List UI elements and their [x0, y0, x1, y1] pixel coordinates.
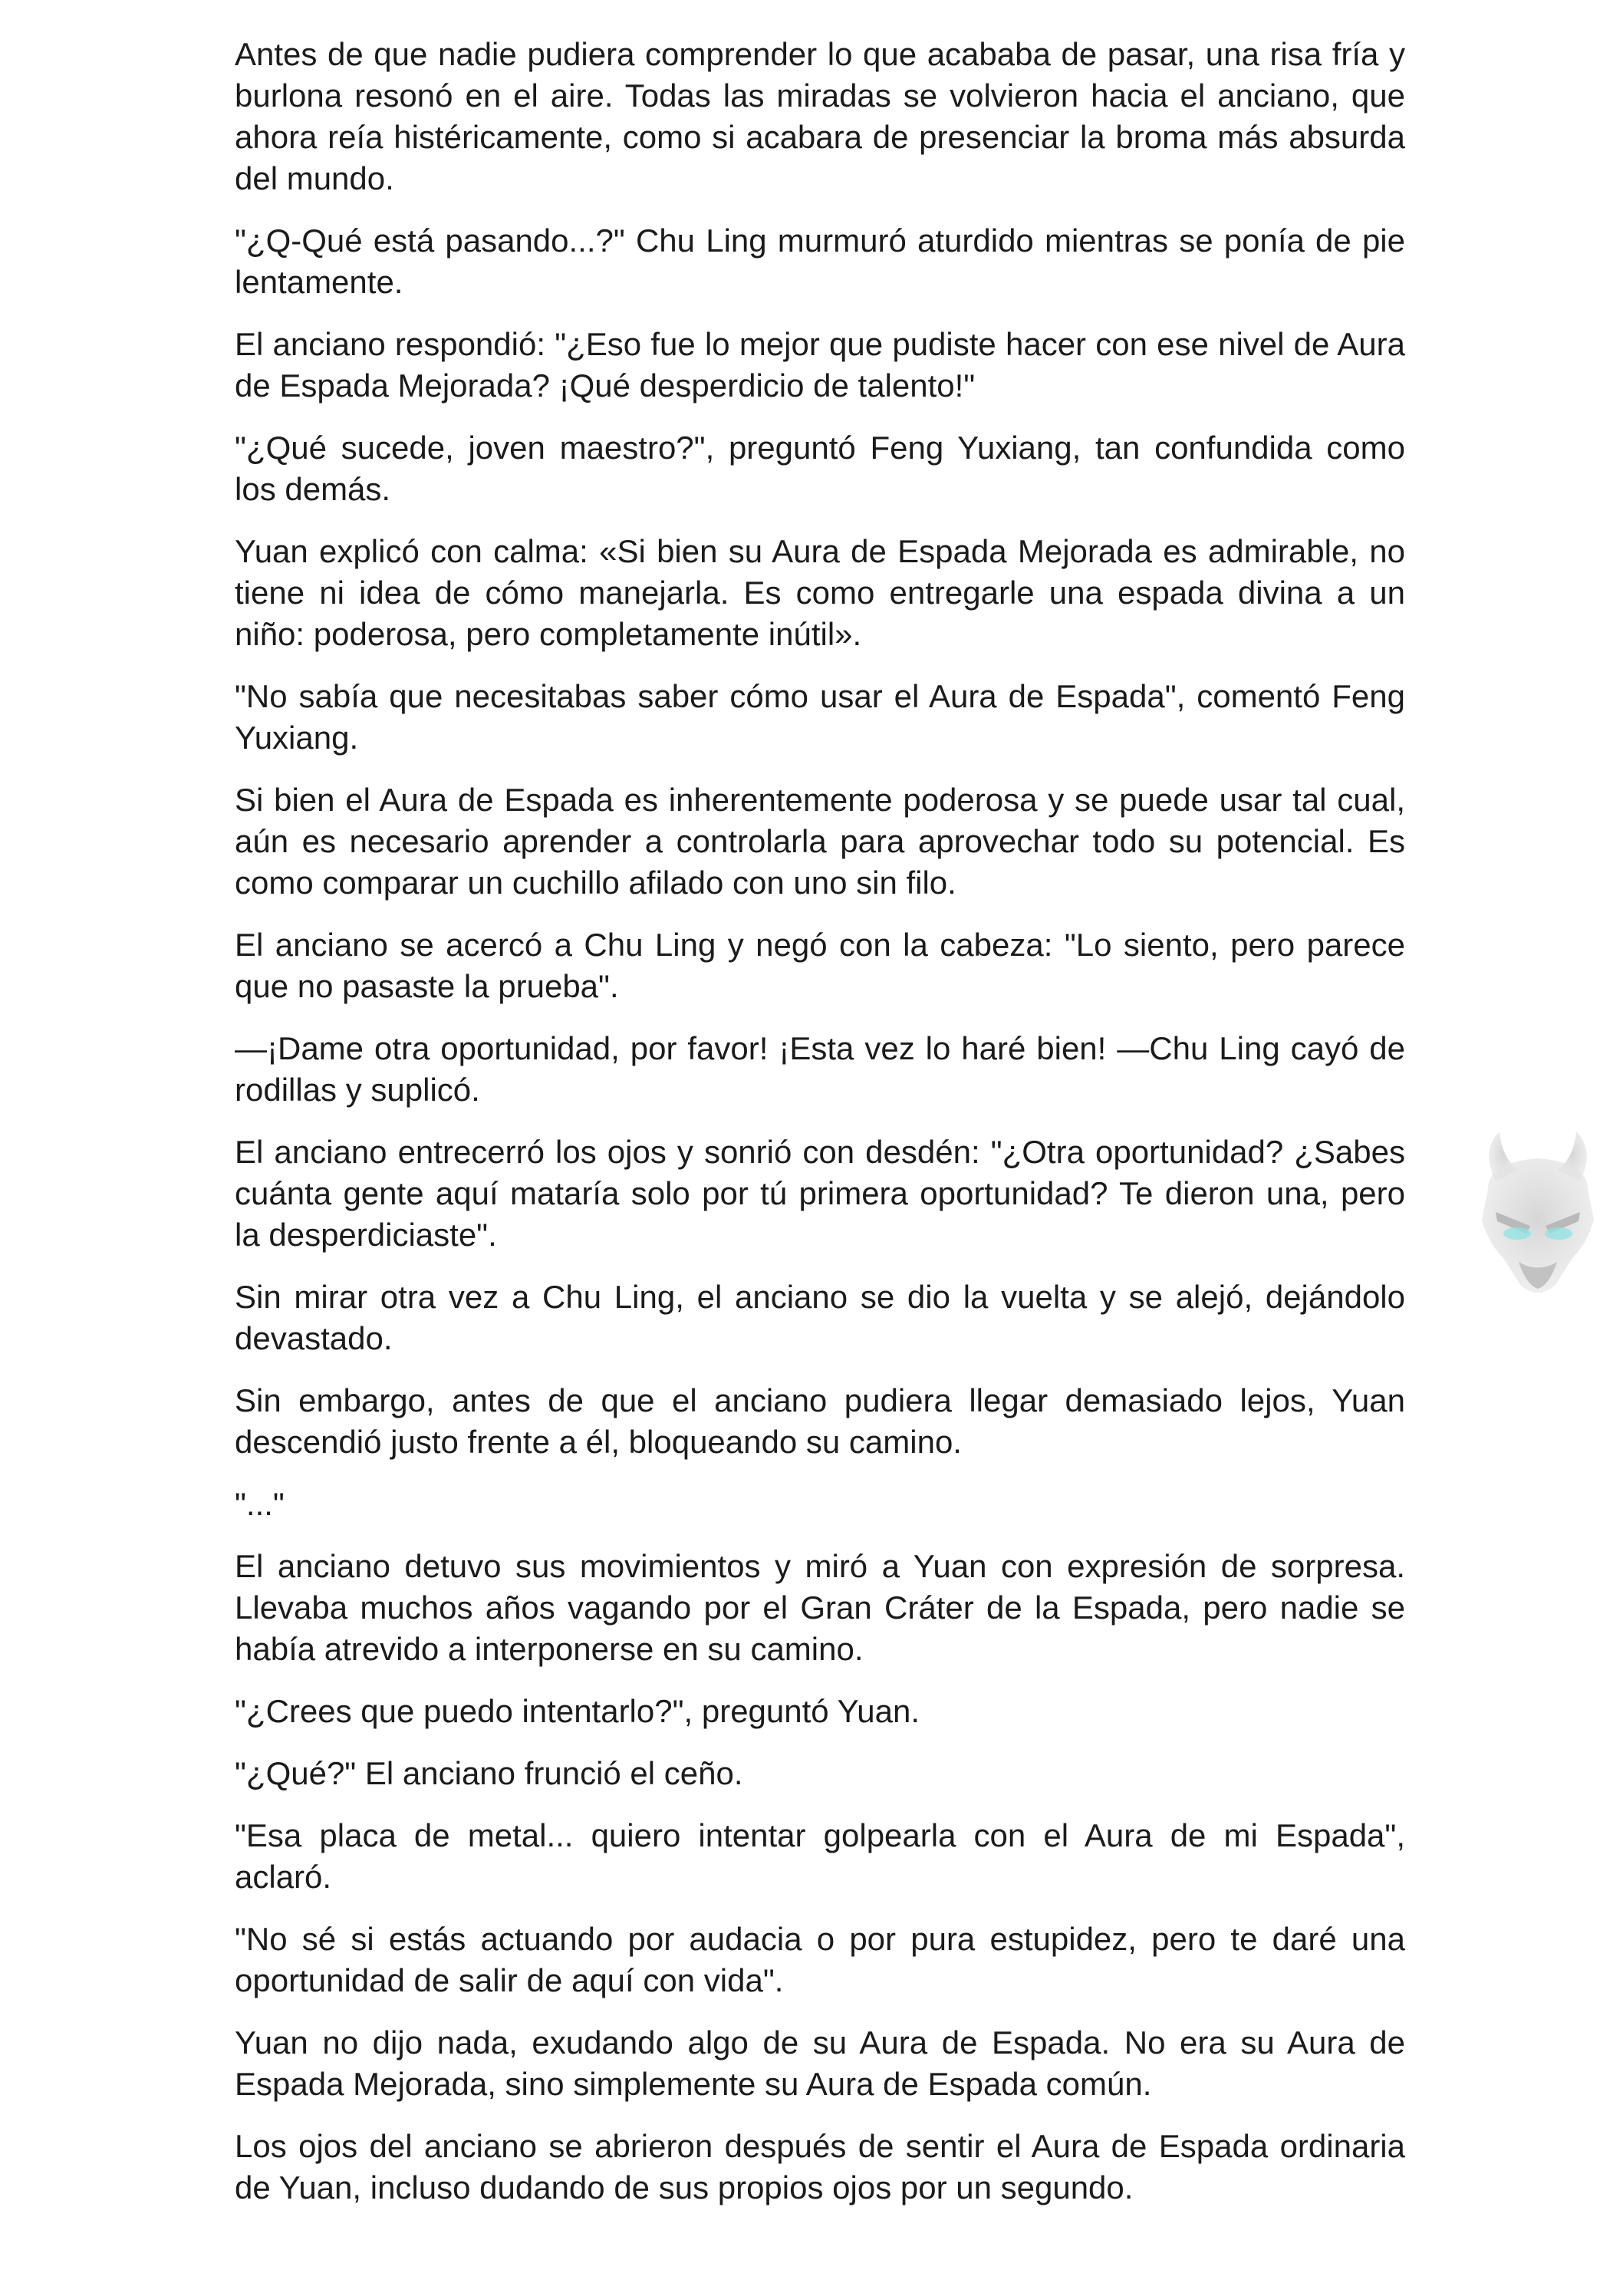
paragraph: "¿Crees que puedo intentarlo?", preguntó Yuan. — [235, 1693, 920, 1729]
demon-head-icon — [1465, 1128, 1611, 1312]
paragraph: "No sé si estás actuando por audacia o por pura estupidez, pero te daré una oportunidad de salir de aquí con vida". — [235, 1921, 1405, 1998]
paragraph: "¿Qué?" El anciano frunció el ceño. — [235, 1755, 743, 1791]
chapter-text — [235, 34, 1405, 2229]
paragraph: Si bien el Aura de Espada es inherentemente poderosa y se puede usar tal cual, aún es necesario aprender a controlarla para aprovechar todo su potencial. Es como comparar un cuchillo afilado con uno sin filo. — [235, 782, 1405, 901]
paragraph: Sin embargo, antes de que el anciano pudiera llegar demasiado lejos, Yuan descendió justo frente a él, bloqueando su camino. — [235, 1382, 1405, 1460]
paragraph: "¿Qué sucede, joven maestro?", preguntó Feng Yuxiang, tan confundida como los demás. — [235, 430, 1405, 507]
paragraph: Sin mirar otra vez a Chu Ling, el anciano se dio la vuelta y se alejó, dejándolo devastado. — [235, 1279, 1405, 1356]
paragraph: "Esa placa de metal... quiero intentar golpearla con el Aura de mi Espada", aclaró. — [235, 1817, 1405, 1895]
paragraph: El anciano se acercó a Chu Ling y negó con la cabeza: "Lo siento, pero parece que no pasaste la prueba". — [235, 927, 1405, 1004]
paragraph: Los ojos del anciano se abrieron después de sentir el Aura de Espada ordinaria de Yuan, incluso dudando de sus propios ojos por un segundo. — [235, 2128, 1405, 2205]
paragraph: —¡Dame otra oportunidad, por favor! ¡Esta vez lo haré bien! —Chu Ling cayó de rodillas y suplicó. — [235, 1030, 1405, 1108]
paragraph: El anciano respondió: "¿Eso fue lo mejor que pudiste hacer con ese nivel de Aura de Espada Mejorada? ¡Qué desperdicio de talento!" — [235, 326, 1405, 404]
paragraph: El anciano entrecerró los ojos y sonrió con desdén: "¿Otra oportunidad? ¿Sabes cuánta gente aquí mataría solo por tú primera oportunidad? Te dieron una, pero la desperdiciaste". — [235, 1134, 1405, 1253]
paragraph: El anciano detuvo sus movimientos y miró a Yuan con expresión de sorpresa. Llevaba muchos años vagando por el Gran Cráter de la Espada, pero nadie se había atrevido a interponerse en su camino. — [235, 1548, 1405, 1667]
paragraph: "No sabía que necesitabas saber cómo usar el Aura de Espada", comentó Feng Yuxiang. — [235, 678, 1405, 756]
paragraph: Yuan explicó con calma: «Si bien su Aura de Espada Mejorada es admirable, no tiene ni idea de cómo manejarla. Es como entregarle una espada divina a un niño: poderosa, pero completamente inútil». — [235, 533, 1405, 652]
paragraph: Antes de que nadie pudiera comprender lo que acababa de pasar, una risa fría y burlona resonó en el aire. Todas las miradas se volvieron hacia el anciano, que ahora reía histéricamente, como si acabara de presenciar la broma más absurda del mundo. — [235, 36, 1405, 196]
paragraph: "..." — [235, 1486, 285, 1522]
paragraph: Yuan no dijo nada, exudando algo de su Aura de Espada. No era su Aura de Espada Mejorada, sino simplemente su Aura de Espada común. — [235, 2024, 1405, 2102]
paragraph: "¿Q-Qué está pasando...?" Chu Ling murmuró aturdido mientras se ponía de pie lentamente. — [235, 222, 1405, 300]
